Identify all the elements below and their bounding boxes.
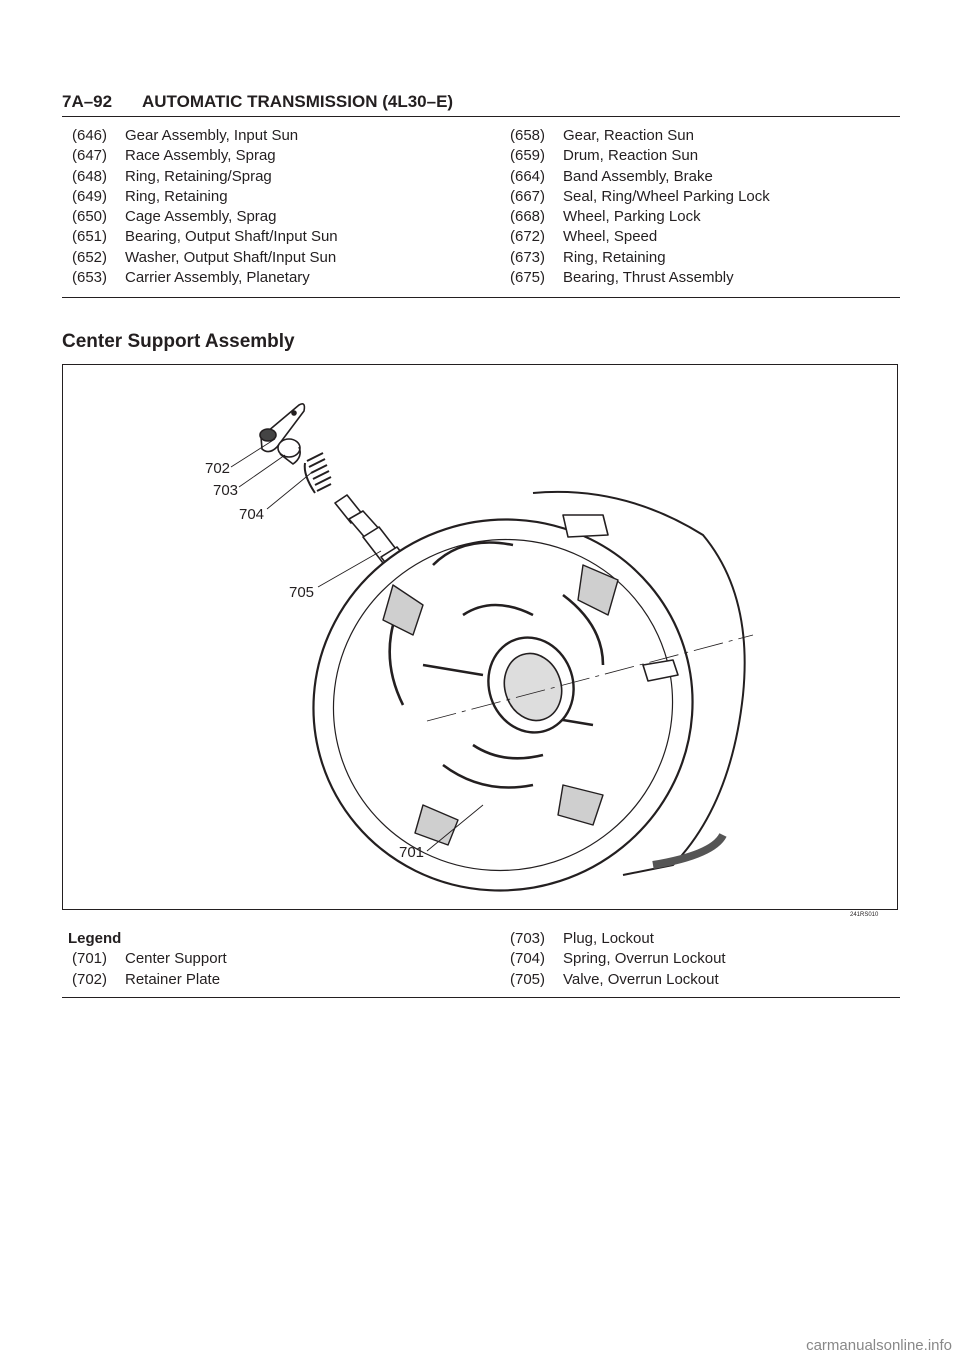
- list-item: (647) Race Assembly, Sprag: [72, 147, 276, 165]
- list-item: (651) Bearing, Output Shaft/Input Sun: [72, 228, 338, 246]
- list-item: (664) Band Assembly, Brake: [510, 167, 713, 185]
- parts-list-left: [72, 126, 338, 288]
- callout-704: 704: [239, 506, 265, 523]
- site-watermark: carmanualsonline.info: [806, 1337, 952, 1354]
- legend-right: [510, 929, 726, 990]
- list-item: (659) Drum, Reaction Sun: [510, 147, 699, 165]
- list-item: (702) Retainer Plate: [72, 970, 221, 988]
- list-item: (673) Ring, Retaining: [510, 248, 666, 266]
- callout-705: 705: [289, 584, 315, 601]
- page-number: 7A–92: [62, 92, 113, 111]
- list-item: (672) Wheel, Speed: [510, 228, 658, 246]
- legend-left: [68, 929, 227, 990]
- list-divider: [62, 297, 900, 298]
- list-item: (653) Carrier Assembly, Planetary: [72, 269, 310, 287]
- lockout-plug-part: [278, 439, 300, 464]
- list-item: (667) Seal, Ring/Wheel Parking Lock: [510, 187, 770, 205]
- list-item: (650) Cage Assembly, Sprag: [72, 208, 277, 226]
- header-rule: [62, 116, 900, 117]
- list-item: (704) Spring, Overrun Lockout: [510, 950, 726, 968]
- list-item: (658) Gear, Reaction Sun: [510, 127, 694, 144]
- center-support-part: [265, 470, 745, 910]
- callout-702: 702: [205, 460, 231, 477]
- overrun-lockout-spring-part: [305, 453, 331, 493]
- page-title: AUTOMATIC TRANSMISSION (4L30–E): [142, 92, 454, 111]
- callout-703: 703: [213, 482, 239, 499]
- figure-code: 241RS010: [850, 912, 879, 918]
- list-item: (705) Valve, Overrun Lockout: [510, 970, 719, 988]
- list-item: (668) Wheel, Parking Lock: [510, 208, 701, 226]
- exploded-view-illustration: [63, 365, 898, 910]
- list-item: (703) Plug, Lockout: [510, 930, 654, 947]
- list-item: (701) Center Support: [72, 950, 227, 968]
- section-title: Center Support Assembly: [62, 331, 295, 352]
- page-header: [62, 92, 453, 112]
- list-item: (648) Ring, Retaining/Sprag: [72, 167, 272, 185]
- list-item: (646) Gear Assembly, Input Sun: [72, 127, 299, 144]
- list-item: (652) Washer, Output Shaft/Input Sun: [72, 248, 337, 266]
- list-item: (649) Ring, Retaining: [72, 187, 228, 205]
- list-item: (675) Bearing, Thrust Assembly: [510, 269, 734, 287]
- center-support-figure: [62, 364, 898, 910]
- legend-title: Legend: [68, 930, 122, 947]
- callout-701: 701: [399, 844, 425, 861]
- parts-list-right: [510, 126, 770, 288]
- legend-divider: [62, 997, 900, 998]
